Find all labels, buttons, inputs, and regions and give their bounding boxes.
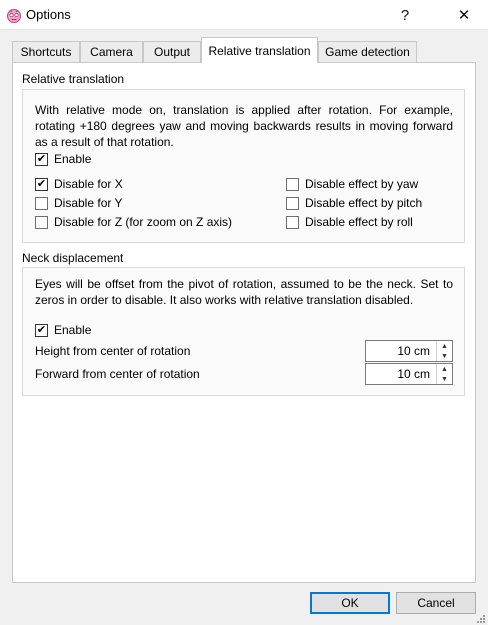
checkbox-box bbox=[35, 216, 48, 229]
check-icon: ✔ bbox=[36, 177, 47, 190]
relative-group-title: Relative translation bbox=[22, 72, 125, 86]
spin-arrows bbox=[436, 341, 452, 361]
close-button[interactable]: ✕ bbox=[457, 7, 471, 24]
checkbox-label: Disable for Z (for zoom on Z axis) bbox=[54, 215, 233, 229]
help-button[interactable]: ? bbox=[400, 6, 410, 24]
checkbox-label: Disable effect by yaw bbox=[305, 177, 419, 191]
relative-description: With relative mode on, translation is applied after rotation. For example, rotating +180 degrees yaw and moving backwards results in moving forward as a result of that rotation. bbox=[35, 103, 453, 149]
checkbox-box bbox=[35, 197, 48, 210]
disable-x-checkbox[interactable] bbox=[35, 176, 123, 192]
app-icon bbox=[6, 7, 22, 23]
neck-group-title: Neck displacement bbox=[22, 251, 124, 265]
disable-roll-checkbox[interactable] bbox=[286, 214, 413, 230]
checkbox-label: Enable bbox=[54, 323, 92, 337]
tab-relative-translation[interactable]: Relative translation bbox=[201, 37, 318, 63]
tab-output[interactable]: Output bbox=[143, 41, 201, 62]
disable-yaw-checkbox[interactable] bbox=[286, 176, 418, 192]
check-icon: ✔ bbox=[36, 323, 47, 336]
checkbox-label: Disable effect by pitch bbox=[305, 196, 423, 210]
spin-up-icon[interactable]: ▲ bbox=[441, 342, 448, 350]
forward-spinbox[interactable] bbox=[365, 363, 453, 385]
checkbox-box bbox=[286, 197, 299, 210]
height-label: Height from center of rotation bbox=[35, 344, 191, 358]
tab-game-detection[interactable]: Game detection bbox=[318, 41, 417, 62]
checkbox-label: Disable effect by roll bbox=[305, 215, 413, 229]
check-icon: ✔ bbox=[36, 152, 47, 165]
checkbox-box bbox=[35, 178, 48, 191]
tab-shortcuts[interactable]: Shortcuts bbox=[12, 41, 80, 62]
relative-enable-checkbox[interactable] bbox=[35, 151, 91, 167]
checkbox-label: Disable for X bbox=[54, 177, 123, 191]
disable-pitch-checkbox[interactable] bbox=[286, 195, 422, 211]
neck-description: Eyes will be offset from the pivot of rotation, assumed to be the neck. Set to zeros in order to disable. It also works with relative translation disabled. bbox=[35, 277, 453, 307]
resize-grip-icon[interactable] bbox=[474, 612, 486, 624]
spin-up-icon[interactable]: ▲ bbox=[441, 365, 448, 373]
ok-button[interactable]: OK bbox=[310, 592, 390, 614]
neck-enable-checkbox[interactable] bbox=[35, 322, 91, 338]
title-bar bbox=[0, 0, 488, 30]
window-title: Options bbox=[26, 7, 71, 22]
checkbox-box bbox=[286, 178, 299, 191]
height-value: 10 cm bbox=[397, 344, 430, 358]
disable-z-checkbox[interactable] bbox=[35, 214, 232, 230]
checkbox-box bbox=[35, 324, 48, 337]
height-spinbox[interactable] bbox=[365, 340, 453, 362]
spin-down-icon[interactable]: ▼ bbox=[441, 352, 448, 360]
forward-value: 10 cm bbox=[397, 367, 430, 381]
checkbox-box bbox=[286, 216, 299, 229]
spin-down-icon[interactable]: ▼ bbox=[441, 375, 448, 383]
checkbox-label: Enable bbox=[54, 152, 92, 166]
forward-label: Forward from center of rotation bbox=[35, 367, 200, 381]
checkbox-box bbox=[35, 153, 48, 166]
tab-camera[interactable]: Camera bbox=[80, 41, 143, 62]
spin-arrows bbox=[436, 364, 452, 384]
cancel-button[interactable]: Cancel bbox=[396, 592, 476, 614]
disable-y-checkbox[interactable] bbox=[35, 195, 122, 211]
checkbox-label: Disable for Y bbox=[54, 196, 123, 210]
